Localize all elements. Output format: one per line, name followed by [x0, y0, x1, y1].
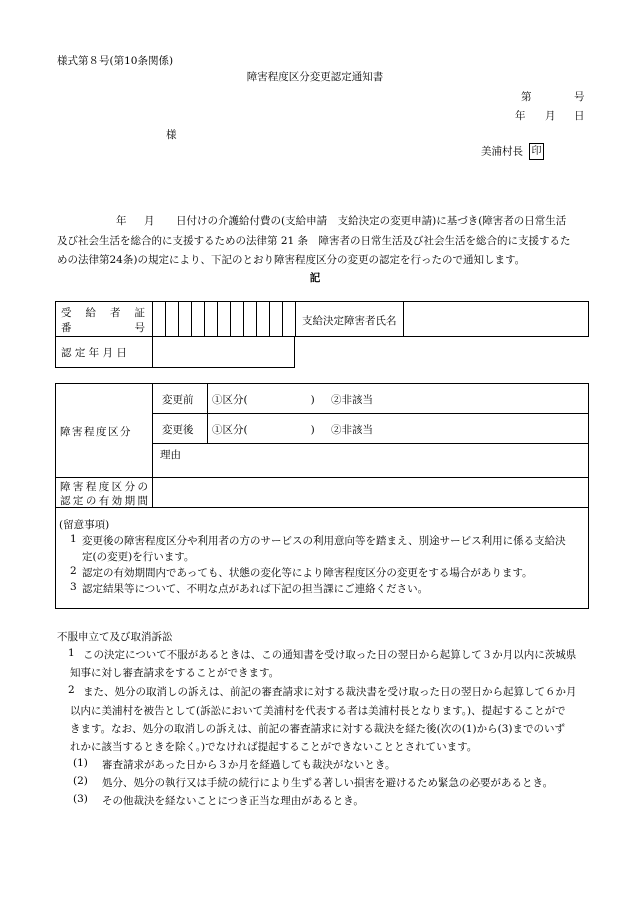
- certification-date-label: 認 定 年 月 日: [61, 347, 127, 359]
- appeal-sub-1-text: 審査請求があった日から３か月を経過しても裁決がないとき。: [102, 759, 396, 771]
- appeal-sub-1-num: (1): [73, 757, 88, 769]
- issuer-name: 美浦村長: [481, 145, 523, 158]
- note-2-num: 2: [70, 565, 77, 577]
- appeal-p1-line-2: 知事に対し審査請求をすることができます。: [70, 667, 280, 679]
- note-3-line-1: 認定結果等について、不明な点があれば下記の担当課にご連絡ください。: [82, 583, 429, 595]
- note-1-num: 1: [70, 533, 77, 545]
- notes-heading: (留意事項): [59, 519, 110, 531]
- appeal-sub-2-text: 処分、処分の執行又は手続の続行により生ずる著しい損害を避けるため緊急の必要があるとき。: [102, 777, 554, 789]
- appeal-p2-line-4: れかに該当するときを除く。)でなければ提起することができないこととされています。: [70, 741, 478, 753]
- category-label: 障害程度区分: [60, 426, 132, 438]
- appeal-p2-line-2: 以内に美浦村を被告として(訴訟において美浦村を代表する者は美浦村長となります。)、提起することがで: [70, 705, 566, 717]
- appeal-heading: 不服申立て及び取消訴訟: [57, 631, 173, 643]
- appeal-p2-num: 2: [68, 684, 75, 696]
- ki-heading: 記: [309, 272, 321, 284]
- intro-year: 年: [116, 215, 127, 227]
- after-option-1: ①区分( ): [212, 424, 315, 436]
- addressee-suffix: 様: [166, 129, 177, 141]
- doc-number-dai: 第: [521, 91, 532, 103]
- date-year: 年: [515, 110, 526, 122]
- appeal-sub-3-text: その他裁決を経ないことにつき正当な理由があるとき。: [102, 795, 364, 807]
- issuer: [481, 143, 544, 160]
- appeal-sub-2-num: (2): [73, 775, 88, 787]
- appeal-p1-line-1: この決定について不服があるときは、この通知書を受け取った日の翌日から起算して３か月以内に茨城県: [83, 649, 577, 661]
- validity-label-2: 認定の有効期間: [60, 495, 148, 507]
- intro-line-1: 日付けの介護給付費の(支給申請 支給決定の変更申請)に基づき(障害者の日常生活: [176, 215, 567, 227]
- before-option-2: ②非該当: [331, 394, 373, 406]
- after-option-2: ②非該当: [331, 424, 373, 436]
- appeal-p2-line-3: きます。なお、処分の取消しの訴えは、前記の審査請求に対する裁決を経た後(次の(1)から(3)までのいず: [70, 723, 566, 735]
- form-number: 様式第８号(第10条関係): [57, 55, 174, 67]
- intro-line-3: めの法律第24条)の規定により、下記のとおり障害程度区分の変更の認定を行ったので通知します。: [57, 254, 526, 266]
- beneficiary-name-label: 支給決定障害者氏名: [302, 315, 397, 327]
- after-label: 変更後: [162, 424, 194, 436]
- before-option-1: ①区分( ): [212, 394, 315, 406]
- reason-label: 理由: [160, 449, 181, 461]
- date-day: 日: [574, 110, 585, 122]
- before-label: 変更前: [162, 394, 194, 406]
- appeal-p1-num: 1: [68, 647, 75, 659]
- note-1-line-2: 定(の変更)を行います。: [82, 551, 195, 563]
- note-1-line-1: 変更後の障害程度区分や利用者の方のサービスの利用意向等を踏まえ、別途サービス利用に係る支給決: [82, 535, 566, 547]
- note-3-num: 3: [70, 581, 77, 593]
- validity-label-1: 障害程度区分の: [60, 481, 148, 493]
- intro-line-2: 及び社会生活を総合的に支援するための法律第 21 条 障害者の日常生活及び社会生活を総合的に支援するた: [57, 235, 571, 247]
- seal-mark: 印: [529, 143, 544, 160]
- appeal-p2-line-1: また、処分の取消しの訴えは、前記の審査請求に対する裁決書を受け取った日の翌日から起算して６か月: [83, 686, 577, 698]
- intro-month: 月: [144, 215, 155, 227]
- note-2-line-1: 認定の有効期間内であっても、状態の変化等により障害程度区分の変更をする場合があります。: [82, 567, 533, 579]
- recipient-number-label-bottom: 番 号: [61, 322, 145, 334]
- date-month: 月: [545, 110, 556, 122]
- document-title: 障害程度区分変更認定通知書: [246, 71, 384, 83]
- appeal-sub-3-num: (3): [73, 793, 88, 805]
- recipient-number-label-top: 受 給 者 証: [61, 307, 145, 319]
- doc-number-go: 号: [574, 91, 585, 103]
